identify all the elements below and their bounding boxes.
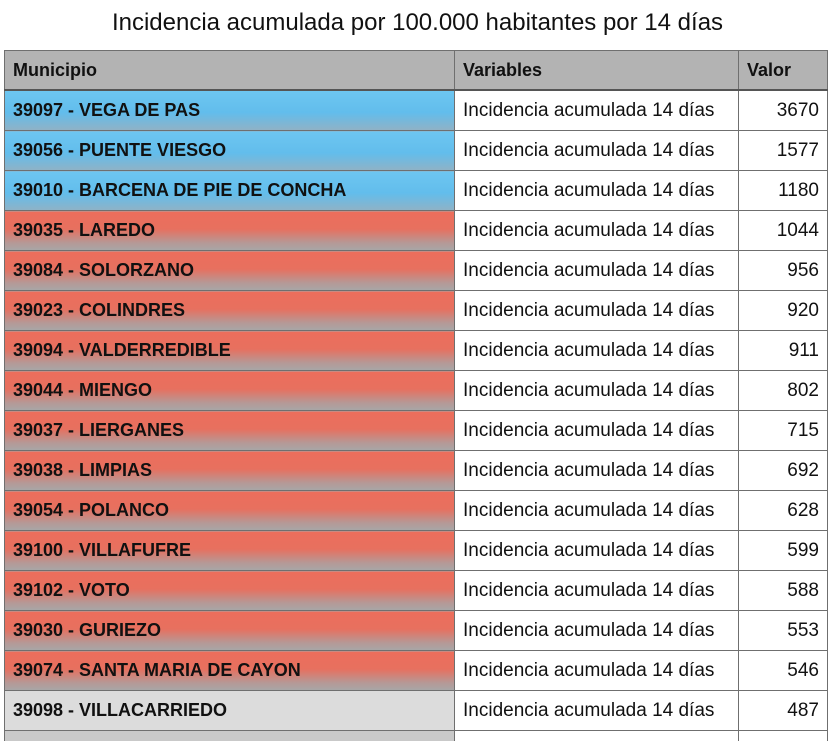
variable-cell: Incidencia acumulada 14 días [455, 411, 739, 451]
value-cell: 546 [739, 651, 828, 691]
municipio-cell: 39037 - LIERGANES [5, 411, 455, 451]
municipio-cell: 39084 - SOLORZANO [5, 251, 455, 291]
variable-cell: Incidencia acumulada 14 días [455, 451, 739, 491]
municipio-cell: 39030 - GURIEZO [5, 611, 455, 651]
table-row-partial [5, 731, 828, 742]
municipio-cell: 39074 - SANTA MARIA DE CAYON [5, 651, 455, 691]
municipio-cell: 39038 - LIMPIAS [5, 451, 455, 491]
variable-cell: Incidencia acumulada 14 días [455, 90, 739, 131]
municipio-cell: 39023 - COLINDRES [5, 291, 455, 331]
variable-cell: Incidencia acumulada 14 días [455, 371, 739, 411]
municipio-cell: 39100 - VILLAFUFRE [5, 531, 455, 571]
column-header-municipio[interactable]: Municipio [5, 51, 455, 91]
variable-cell: Incidencia acumulada 14 días [455, 531, 739, 571]
table-row[interactable] [5, 411, 828, 451]
variable-cell: Incidencia acumulada 14 días [455, 131, 739, 171]
table-body [5, 90, 828, 741]
value-cell: 628 [739, 491, 828, 531]
table-row[interactable] [5, 371, 828, 411]
column-header-valor[interactable]: Valor [739, 51, 828, 91]
table-row[interactable] [5, 451, 828, 491]
variable-cell: Incidencia acumulada 14 días [455, 651, 739, 691]
municipio-cell: 39054 - POLANCO [5, 491, 455, 531]
value-cell: 920 [739, 291, 828, 331]
municipio-cell: 39044 - MIENGO [5, 371, 455, 411]
table-header-row [5, 51, 828, 91]
variable-cell: Incidencia acumulada 14 días [455, 211, 739, 251]
variable-cell: Incidencia acumulada 14 días [455, 491, 739, 531]
value-cell: 715 [739, 411, 828, 451]
variable-cell-empty [455, 731, 739, 742]
municipio-cell: 39010 - BARCENA DE PIE DE CONCHA [5, 171, 455, 211]
value-cell: 487 [739, 691, 828, 731]
table-row[interactable] [5, 611, 828, 651]
municipio-cell: 39094 - VALDERREDIBLE [5, 331, 455, 371]
value-cell: 911 [739, 331, 828, 371]
page-title: Incidencia acumulada por 100.000 habitantes por 14 días [111, 9, 724, 36]
variable-cell: Incidencia acumulada 14 días [455, 291, 739, 331]
variable-cell: Incidencia acumulada 14 días [455, 571, 739, 611]
municipio-cell-empty [5, 731, 455, 742]
column-header-variables[interactable]: Variables [455, 51, 739, 91]
variable-cell: Incidencia acumulada 14 días [455, 251, 739, 291]
variable-cell: Incidencia acumulada 14 días [455, 331, 739, 371]
variable-cell: Incidencia acumulada 14 días [455, 171, 739, 211]
variable-cell: Incidencia acumulada 14 días [455, 611, 739, 651]
table-row[interactable] [5, 171, 828, 211]
municipio-cell: 39102 - VOTO [5, 571, 455, 611]
value-cell: 802 [739, 371, 828, 411]
incidence-table [4, 50, 828, 741]
table-row[interactable] [5, 251, 828, 291]
value-cell: 956 [739, 251, 828, 291]
table-row[interactable] [5, 491, 828, 531]
table-row[interactable] [5, 691, 828, 731]
value-cell-empty [739, 731, 828, 742]
value-cell: 1180 [739, 171, 828, 211]
value-cell: 1044 [739, 211, 828, 251]
table-row[interactable] [5, 90, 828, 131]
municipio-cell: 39098 - VILLACARRIEDO [5, 691, 455, 731]
table-row[interactable] [5, 331, 828, 371]
table-row[interactable] [5, 131, 828, 171]
value-cell: 588 [739, 571, 828, 611]
value-cell: 553 [739, 611, 828, 651]
value-cell: 692 [739, 451, 828, 491]
municipio-cell: 39035 - LAREDO [5, 211, 455, 251]
table-row[interactable] [5, 651, 828, 691]
municipio-cell: 39056 - PUENTE VIESGO [5, 131, 455, 171]
value-cell: 599 [739, 531, 828, 571]
table-row[interactable] [5, 531, 828, 571]
table-row[interactable] [5, 211, 828, 251]
table-row[interactable] [5, 291, 828, 331]
table-row[interactable] [5, 571, 828, 611]
variable-cell: Incidencia acumulada 14 días [455, 691, 739, 731]
municipio-cell: 39097 - VEGA DE PAS [5, 90, 455, 131]
value-cell: 1577 [739, 131, 828, 171]
value-cell: 3670 [739, 90, 828, 131]
